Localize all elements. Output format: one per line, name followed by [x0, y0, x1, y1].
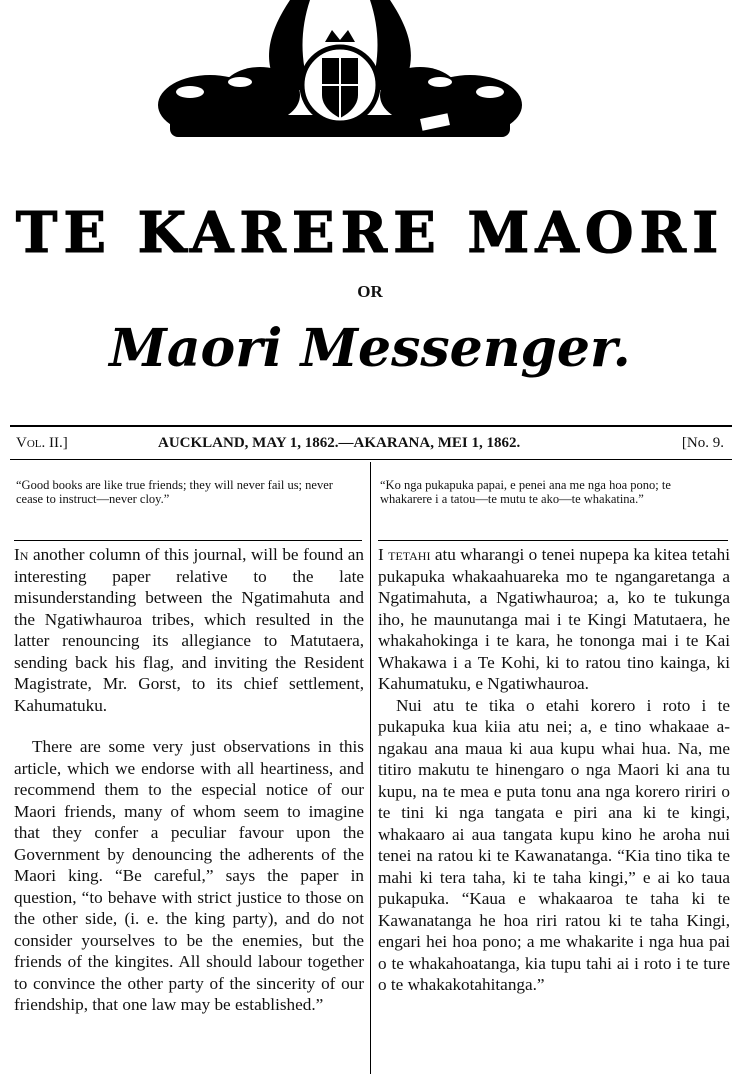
issue-number: [No. 9.: [681, 435, 724, 451]
dateline: [10, 433, 732, 455]
motto-rule-right: [378, 540, 728, 541]
english-article: [14, 544, 364, 1016]
motto-maori: “Ko nga pukapuka papai, e penei ana me nga hoa pono; te whakarere i a tatou—te mutu te ako—te whakatina.”: [380, 478, 671, 506]
royal-coat-of-arms-emblem: [150, 0, 530, 150]
issue-date: AUCKLAND, MAY 1, 1862.—AKARANA, MEI 1, 1862.: [158, 435, 521, 451]
title-conjunction: OR: [357, 282, 383, 301]
motto-english: “Good books are like true friends; they will never fail us; never cease to instruct—never cloy.”: [16, 478, 333, 506]
english-paragraph-1: [14, 544, 364, 716]
masthead-rule-bottom: [10, 459, 732, 460]
maori-article: [378, 544, 730, 996]
maori-paragraph-1: [378, 544, 730, 695]
english-paragraph-2: There are some very just observations in this article, which we endorse with all heartiness, and recommend them to the especial notice of our Maori friends, many of whom seem to imagine that they confer a peculiar favour upon the Government by denouncing the adherents of the Maori king. “Be careful,” says the paper in question, “to behave with strict justice to those on the other side, (i. e. the king party), and do not consider yourselves to be the enemies, but the friends of the kingites. All should labour together to convince the other party of the sincerity of our friendship, that one law may be established.”: [14, 737, 364, 1014]
volume-number: Vol. II.]: [16, 435, 68, 451]
newspaper-title: TE KARERE MAORI: [15, 200, 725, 266]
english-paragraph-1-text: another column of this journal, will be found an interesting paper relative to the late misunderstanding between the Ngatimahuta and the Ngatiwhauroa tribes, which resulted in the latter renouncing its allegiance to Matutaera, sending back his flag, and inviting the Resident Magistrate, Mr. Gorst, to its chief settlement, Kahumatuku.: [14, 545, 364, 715]
masthead-rule-top: [10, 425, 732, 427]
maori-paragraph-1-text: atu wharangi o tenei nupepa ka kitea tetahi pukapuka whakaahuareka mo te ngangaretanga a Ngatimahuta, a Ngatiwhauroa; a, ko te tukunga iho, he maunutanga mai i te Kingi Matutaera, he whakahokinga i te kara, he tononga mai i te Kai Whakawa i a Te Kohi, ki to ratou tino kainga, ki Kahumatuku, e Ngatiwhauroa.: [378, 545, 730, 693]
motto-rule-left: [14, 540, 362, 541]
maori-paragraph-2: Nui atu te tika o etahi korero i roto i te pukapuka kua kiia atu nei; a, e tino whakaae a-ngakau ana maua ki aua kupu whai hua. Na, me titiro makutu te hinengaro o nga Maori ki ana tu kupu, na te mea e puta tonu ana nga korero ririri o te tini ki nga tangata e piri ana ki te kingi, whakaaro ai aua tangata kupu kino he aroha nui tenei na ratou ki te Kawanatanga. “Kia tino tika te mahi ki tera taha, ki te taha kingi,” e ai ko taua pukapuka. “Kaua e whakaaroa te taha ki te Kawanatanga he hoa riri ratou ki te taha Kingi, engari hei hoa pono; a me whakarite i nga hua pai o te whakahoatanga, kia tupu tahi ai i roto i te ture o te whakakotahitanga.”: [378, 695, 730, 994]
column-divider: [370, 462, 371, 1074]
newspaper-subtitle: Maori Messenger.: [109, 318, 631, 379]
english-lead-word: In: [14, 545, 29, 564]
maori-lead-word: I tetahi: [378, 545, 431, 564]
